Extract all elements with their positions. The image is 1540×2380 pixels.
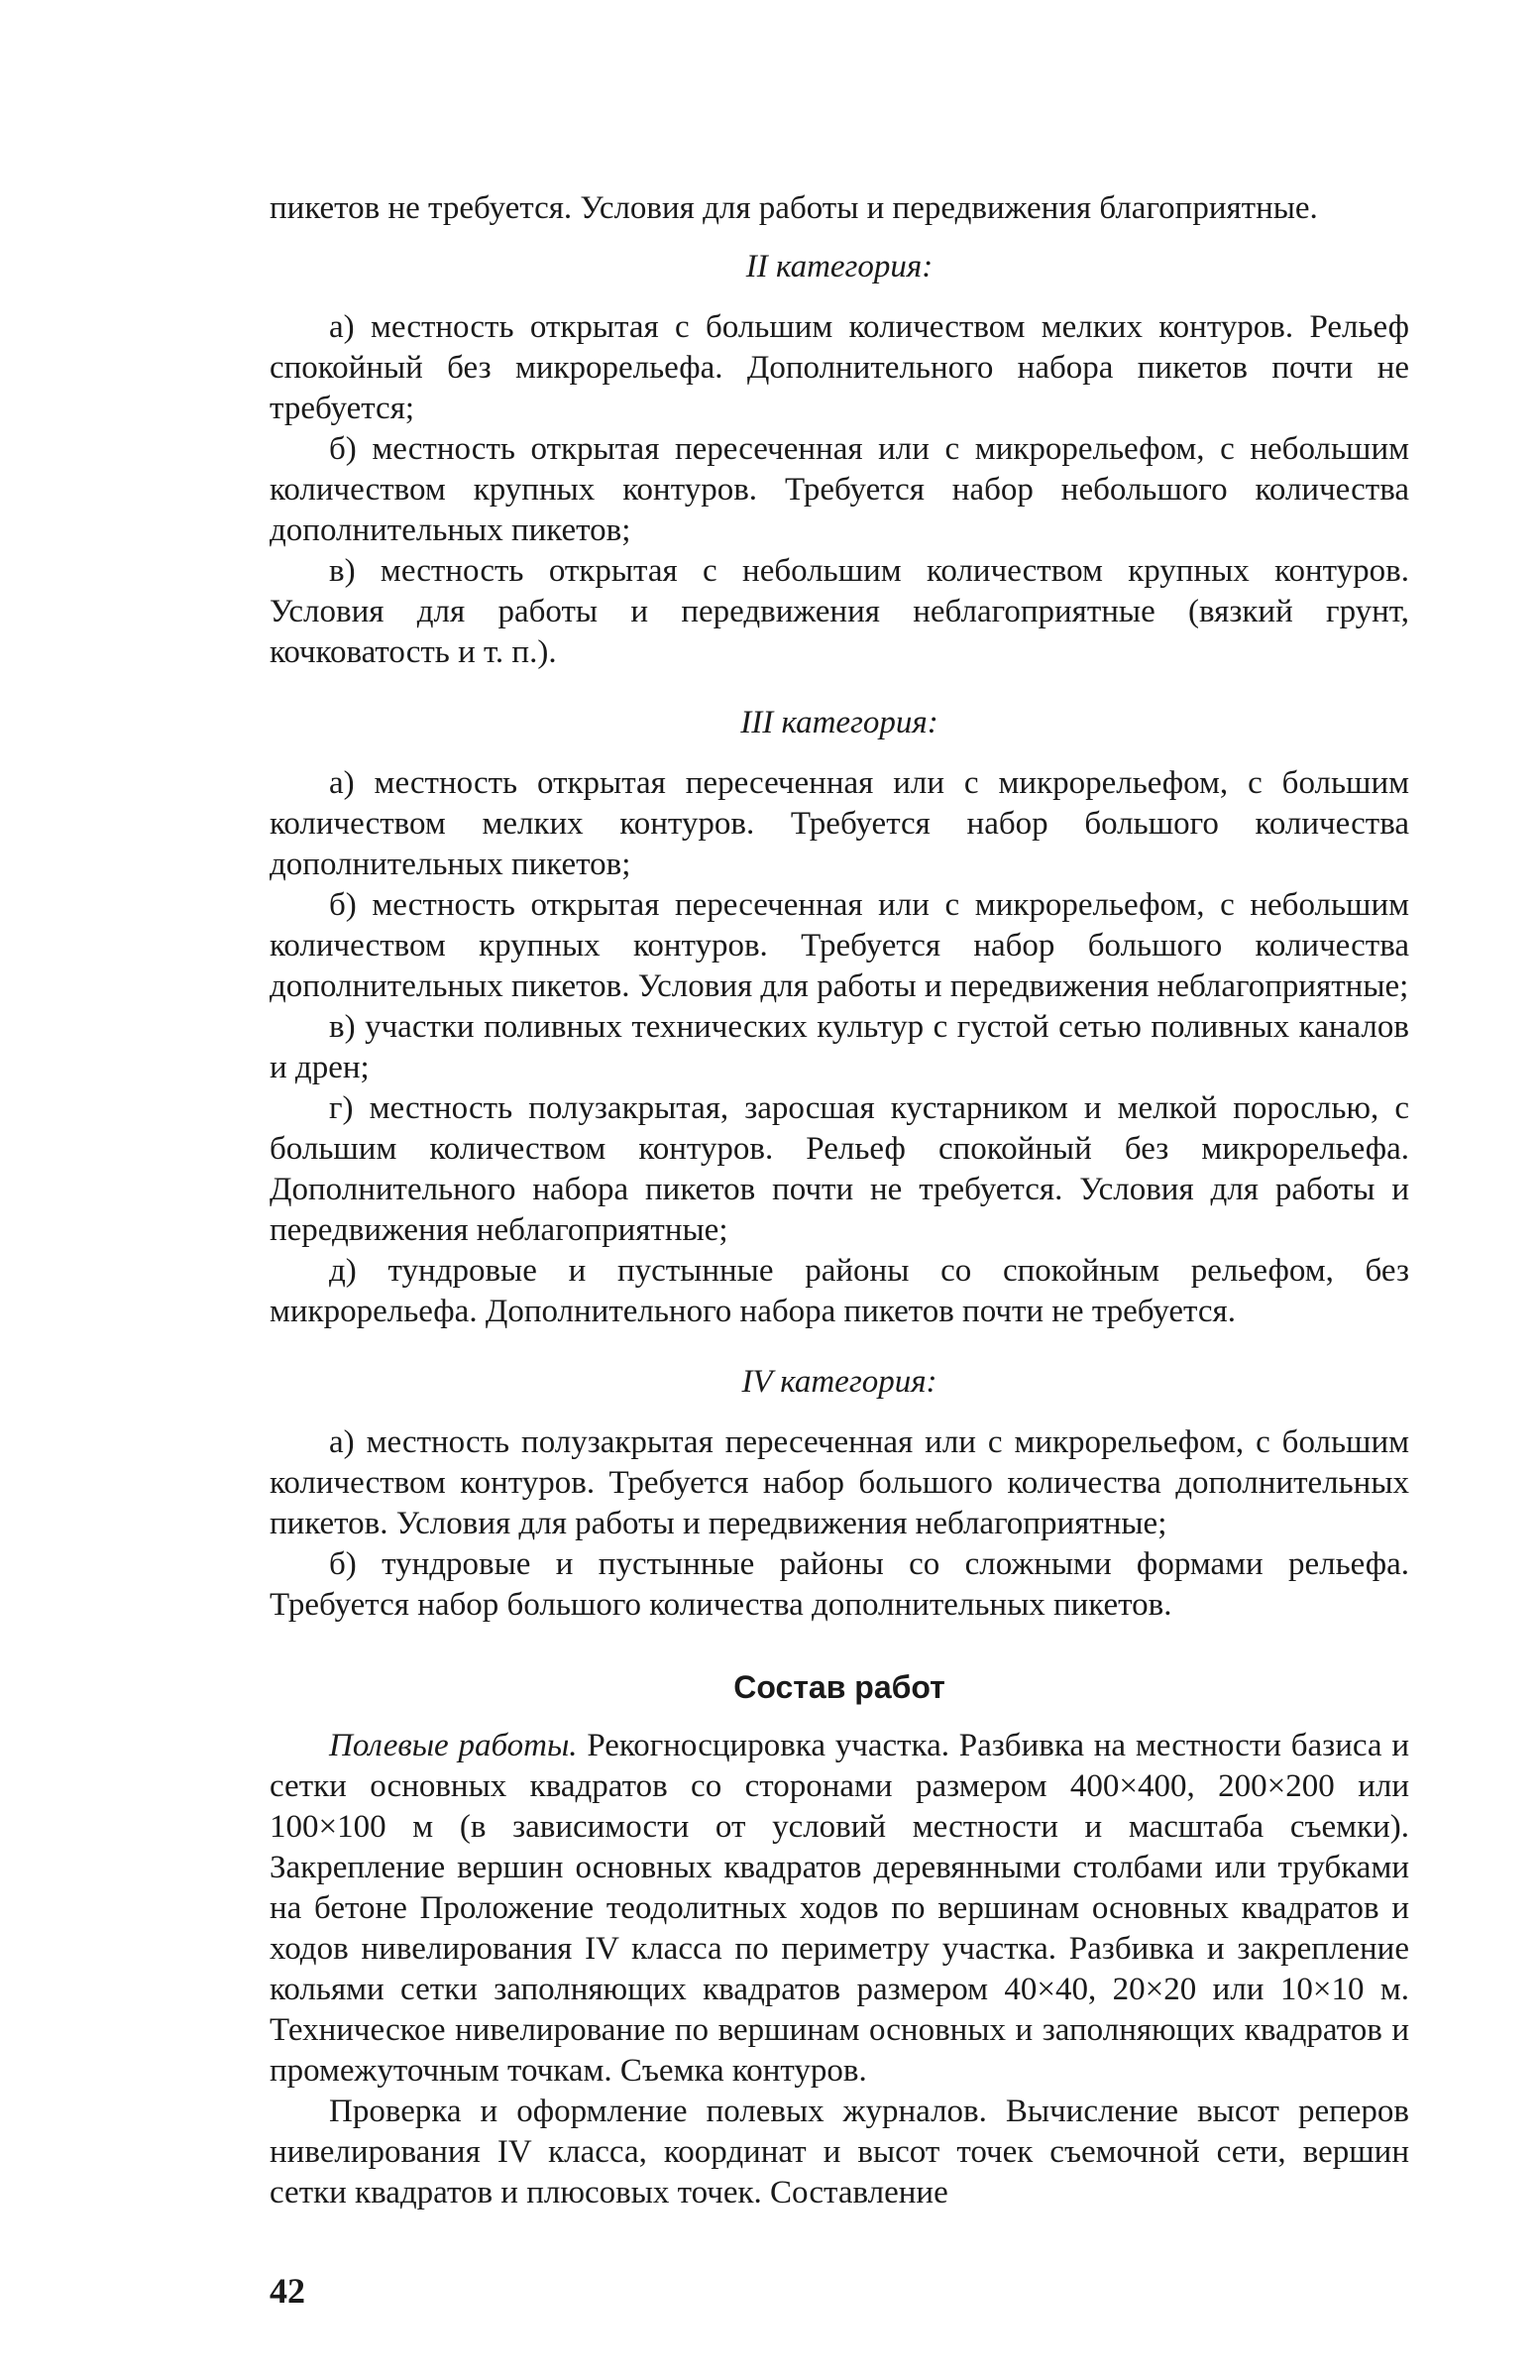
category-4-item-a: а) местность полузакрытая пересеченная или с микрорельефом, с большим количеством контуров. Требуется набор большого количества дополнительных пикетов. Условия для работы и передвижения неблагоприятные; (270, 1424, 1409, 1541)
intro-paragraph: пикетов не требуется. Условия для работы и передвижения благоприятные. (270, 190, 1318, 226)
category-4-heading: IV категория: (741, 1364, 937, 1400)
category-3-item-b: б) местность открытая пересеченная или с микрорельефом, с небольшим количеством крупных контуров. Требуется набор большого количества дополнительных пикетов. Условия для работы и передвижения неблагоприятные; (270, 887, 1409, 1004)
work-composition-heading: Состав работ (733, 1669, 945, 1705)
category-3-heading: III категория: (740, 705, 938, 740)
field-work-paragraph (270, 1726, 1409, 2092)
field-work-label: Полевые работы. (329, 1728, 578, 1763)
page-number: 42 (270, 2271, 305, 2311)
category-3-item-e: д) тундровые и пустынные районы со спокойным рельефом, без микрорельефа. Дополнительного набора пикетов почти не требуется. (270, 1253, 1409, 1329)
category-3-item-c: в) участки поливных технических культур с густой сетью поливных каналов и дрен; (270, 1009, 1409, 1085)
page-body (270, 188, 1409, 2213)
category-2-item-c: в) местность открытая с небольшим количеством крупных контуров. Условия для работы и передвижения неблагоприятные (вязкий грунт, кочковатость и т. п.). (270, 553, 1409, 670)
check-paragraph: Проверка и оформление полевых журналов. Вычисление высот реперов нивелирования IV класса, координат и высот точек съемочной сети, вершин сетки квадратов и плюсовых точек. Составление (270, 2094, 1409, 2210)
category-2-item-a: а) местность открытая с большим количеством мелких контуров. Рельеф спокойный без микрорельефа. Дополнительного набора пикетов почти не требуется; (270, 309, 1409, 426)
field-work-text: Рекогносцировка участка. Разбивка на местности базиса и сетки основных квадратов со сторонами размером 400×400, 200×200 или 100×100 м (в зависимости от условий местности и масштаба съемки). Закрепление вершин основных квадратов деревянными столбами или трубками на бетоне Проложение теодолитных ходов по вершинам основных квадратов и ходов нивелирования IV класса по периметру участка. Разбивка и закрепление кольями сетки заполняющих квадратов размером 40×40, 20×20 или 10×10 м. Техническое нивелирование по вершинам основных и заполняющих квадратов и промежуточным точкам. Съемка контуров. (270, 1728, 1409, 2089)
category-3-item-a: а) местность открытая пересеченная или с микрорельефом, с большим количеством мелких контуров. Требуется набор большого количества дополнительных пикетов; (270, 765, 1409, 882)
category-4-item-b: б) тундровые и пустынные районы со сложными формами рельефа. Требуется набор большого количества дополнительных пикетов. (270, 1546, 1409, 1623)
category-2-item-b: б) местность открытая пересеченная или с микрорельефом, с небольшим количеством крупных контуров. Требуется набор небольшого количества дополнительных пикетов; (270, 431, 1409, 548)
category-3-item-d: г) местность полузакрытая, заросшая кустарником и мелкой порослью, с большим количеством контуров. Рельеф спокойный без микрорельефа. Дополнительного набора пикетов почти не требуется. Условия для работы и передвижения неблагоприятные; (270, 1090, 1409, 1248)
category-2-heading: II категория: (745, 249, 934, 284)
